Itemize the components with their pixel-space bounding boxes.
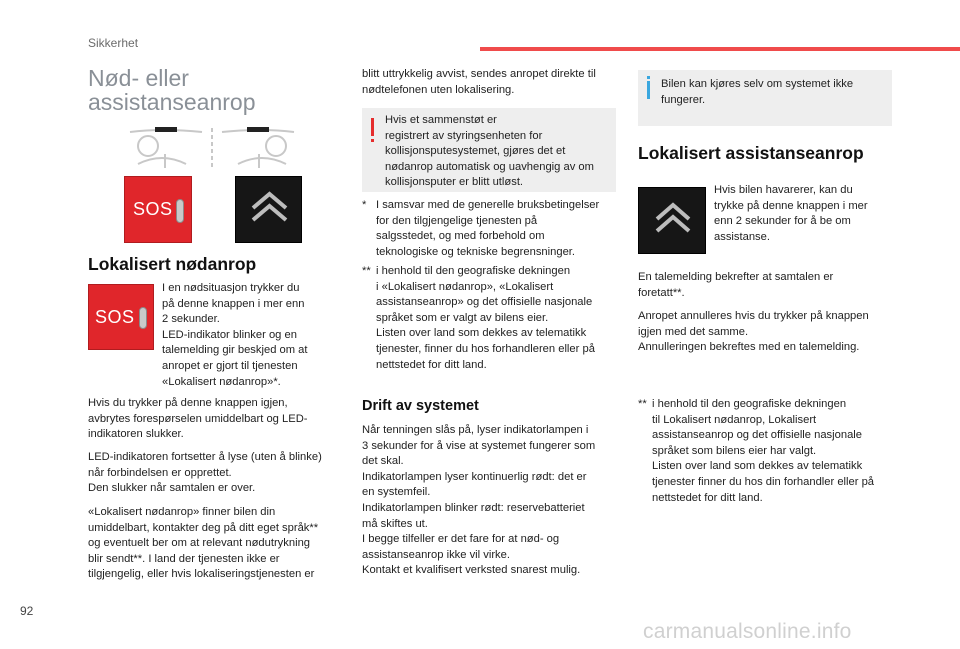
sos-button-illustration bbox=[124, 176, 192, 243]
assistance-para-voice: En talemelding bekrefter at samtalen er foretatt**. bbox=[638, 271, 834, 299]
warning-icon bbox=[371, 118, 374, 136]
emergency-para-locate: «Lokalisert nødanrop» finner bilen din umiddelbart, kontakter deg på ditt eget språk** og eventuelt ber om at relevant nødutrykning blir sendt**. I land der tjenesten ikke er tilgjengelig, eller hvis lokaliseringstjenesten er bbox=[88, 506, 319, 581]
assistance-call-heading: Lokalisert assistanseanrop bbox=[638, 143, 864, 163]
footnote-double-star bbox=[362, 264, 624, 376]
assistance-button-illustration bbox=[235, 176, 302, 243]
info-icon bbox=[647, 81, 650, 99]
footnote-marker: ** bbox=[638, 398, 647, 410]
sos-button-small-illustration bbox=[88, 284, 154, 350]
footnote-single-star bbox=[362, 198, 624, 262]
emergency-call-heading: Lokalisert nødanrop bbox=[88, 254, 257, 274]
sos-label: SOS bbox=[133, 199, 173, 219]
assistance-button-small-illustration bbox=[638, 187, 706, 254]
footnote-text: i henhold til den geografiske dekningen til Lokalisert nødanrop, Lokalisert assistanseanrop og det offisielle nasjonale språket som bilens eier har valgt. Listen over land som dekkes av telematikk tjenester finner du hos din forhandler eller på nettstedet for ditt land. bbox=[652, 398, 875, 504]
brand-chevrons-icon bbox=[639, 188, 707, 255]
emergency-intro: I en nødsituasjon trykker du på denne knappen i mer enn 2 sekunder. LED-indikator blinker og en talemelding gir beskjed om at anropet er gjort til tjenesten «Lokalisert nødanrop»*. bbox=[162, 282, 308, 388]
info-text: Bilen kan kjøres selv om systemet ikke fungerer. bbox=[661, 78, 854, 106]
assistance-para-cancel: Anropet annulleres hvis du trykker på knappen igjen med det samme. Annulleringen bekreftes med en talemelding. bbox=[638, 310, 869, 354]
watermark: carmanualsonline.info bbox=[643, 620, 852, 643]
roof-console-illustration bbox=[122, 124, 302, 174]
emergency-para-cancel: Hvis du trykker på denne knappen igjen, avbrytes forespørselen umiddelbart og LED- indikatoren slukker. bbox=[88, 397, 308, 441]
roof-console-icon bbox=[122, 124, 302, 174]
led-indicator bbox=[176, 199, 184, 223]
operation-text: Når tenningen slås på, lyser indikatorlampen i 3 sekunder for å vise at systemet fungerer som det skal. Indikatorlampen lyser kontinuerlig rødt: det er en systemfeil. Indikatorlampen blinker rødt: reservebatteriet må skiftes ut. I begge tilfeller er det fare for at nød- og assistanseanrop ikke vil virke. Kontakt et kvalifisert verksted snarest mulig. bbox=[362, 424, 596, 577]
operation-heading: Drift av systemet bbox=[362, 398, 479, 414]
page-title: Nød- eller assistanseanrop bbox=[88, 65, 256, 115]
right-footnote-double-star bbox=[638, 397, 896, 509]
footnote-text: i henhold til den geografiske dekningen i «Lokalisert nødanrop», «Lokalisert assistanseanrop» og det offisielle nasjonale språket som er valgt av bilens eier. Listen over land som dekkes av telematikk tjenester, finner du hos forhandleren eller på nettstedet for ditt land. bbox=[376, 265, 595, 371]
header-accent-rule bbox=[480, 47, 960, 51]
warning-box bbox=[362, 108, 616, 192]
warning-text: Hvis et sammenstøt er registrert av styringsenheten for kollisjonsputesystemet, gjøres det et nødanrop automatisk og uavhengig av om kollisjonsputer er blitt utløst. bbox=[385, 114, 594, 189]
brand-chevrons-icon bbox=[236, 177, 303, 244]
footnote-marker: * bbox=[362, 199, 367, 211]
middle-continued-text: blitt uttrykkelig avvist, sendes anropet direkte til nødtelefonen uten lokalisering. bbox=[362, 68, 596, 96]
emergency-para-led: LED-indikatoren fortsetter å lyse (uten å blinke) når forbindelsen er opprettet. Den slukker når samtalen er over. bbox=[88, 451, 322, 495]
info-box bbox=[638, 70, 892, 126]
footnote-text: I samsvar med de generelle bruksbetingelser for den tilgjengelige tjenesten på salgsstedet, og med forbehold om teknologiske og tekniske begrensninger. bbox=[376, 199, 600, 258]
page-number: 92 bbox=[20, 604, 34, 618]
led-indicator-small bbox=[139, 307, 147, 329]
footnote-marker: ** bbox=[362, 265, 371, 277]
sos-label-small: SOS bbox=[95, 306, 135, 327]
assistance-intro: Hvis bilen havarerer, kan du trykke på denne knappen i mer enn 2 sekunder for å be om assistanse. bbox=[714, 184, 868, 243]
section-label: Sikkerhet bbox=[88, 36, 139, 50]
